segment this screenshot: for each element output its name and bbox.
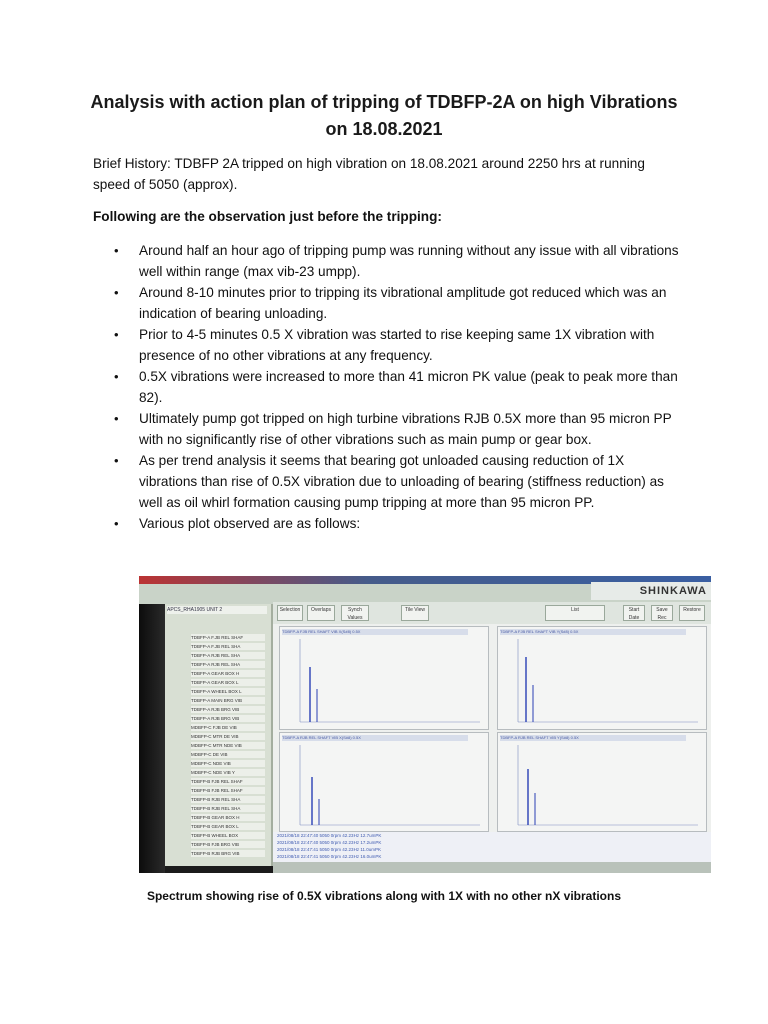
list-item-text: Various plot observed are as follows: <box>139 516 361 531</box>
list-item <box>93 240 683 282</box>
spectrum-plot <box>497 626 707 730</box>
tree-item: TDBFP-A RJB BRG VIB <box>191 706 265 713</box>
spectrum-plot <box>279 732 489 832</box>
tree-item: TDBFP-B RJB REL SHA <box>191 796 265 803</box>
tree-item: MDBFP-C FJB DE VIB <box>191 724 265 731</box>
readout-row: 2021/08/18 22:47:40 5050 0rpm 42.23Hz 17.2umPK <box>277 840 382 845</box>
tree-item: TDBFP-B GEAR BOX L <box>191 823 265 830</box>
tree-item: TDBFP-A GEAR BOX H <box>191 670 265 677</box>
tree-item: TDBFP-B FJB REL SHAF <box>191 787 265 794</box>
list-item <box>93 450 683 513</box>
desktop-left-edge <box>139 604 165 873</box>
spectrum-readout-table <box>273 832 711 862</box>
bullet-icon: • <box>114 411 119 426</box>
tree-item: TDBFP-B RJB BRG VIB <box>191 850 265 857</box>
list-item-text: 0.5X vibrations were increased to more than 41 micron PK value (peak to peak more than 82). <box>139 369 678 405</box>
status-bar <box>273 862 711 873</box>
toolbar-button: Tile View <box>401 605 429 621</box>
plot-title: TDBFP-A FJB REL SHAFT VIB Y(S#8) 0.5X <box>500 629 686 635</box>
readout-row: 2021/08/18 22:47:40 5050 0rpm 42.23Hz 12.7umPK <box>277 833 382 838</box>
brief-history-paragraph: Brief History: TDBFP 2A tripped on high vibration on 18.08.2021 around 2250 hrs at running speed of 5050 (approx). <box>93 156 645 192</box>
channel-tree <box>165 604 273 866</box>
document-title: Analysis with action plan of tripping of TDBFP-2A on high Vibrations on 18.08.2021 <box>90 92 678 139</box>
list-item <box>93 324 683 366</box>
toolbar-button: Overlaps <box>307 605 335 621</box>
list-item-text: Around 8-10 minutes prior to tripping its vibrational amplitude got reduced which was an indication of bearing unloading. <box>139 285 667 321</box>
tree-item: TDBFP-B GEAR BOX H <box>191 814 265 821</box>
tree-item: TDBFP-A MAIN BRG VIB <box>191 697 265 704</box>
tree-item: TDBFP-B WHEEL BOX <box>191 832 265 839</box>
spectrum-trace <box>498 733 706 831</box>
observation-list <box>93 240 683 534</box>
tree-item: MDBFP-C DE VIB <box>191 751 265 758</box>
list-item-text: Prior to 4-5 minutes 0.5 X vibration was started to rise keeping same 1X vibration with presence of no other vibrations at any frequency. <box>139 327 655 363</box>
tree-item: MDBFP-C NDE VIB <box>191 760 265 767</box>
tree-header: APCS_RHA1905 UNIT 2 <box>167 606 267 614</box>
tree-item: TDBFP-A GEAR BOX L <box>191 679 265 686</box>
spectrum-plot <box>497 732 707 832</box>
list-item-text: Around half an hour ago of tripping pump was running without any issue with all vibrations well within range (max vib-23 umpp). <box>139 243 679 279</box>
plot-title: TDBFP-A RJB REL SHAFT VIB X(S#8) 0.5X <box>282 735 468 741</box>
bullet-icon: • <box>114 453 119 468</box>
observation-heading: Following are the observation just before the tripping: <box>93 209 442 224</box>
list-item <box>93 366 683 408</box>
plot-toolbar <box>273 602 711 624</box>
list-item <box>93 513 683 534</box>
bullet-icon: • <box>114 516 119 531</box>
tree-item: TDBFP-A RJB REL SHA <box>191 661 265 668</box>
tree-item: TDBFP-B FJB REL SHAF <box>191 778 265 785</box>
brand-logo: SHINKAWA <box>591 582 711 600</box>
spectrum-trace <box>280 733 488 831</box>
tree-item: MDBFP-C NDE VIB Y <box>191 769 265 776</box>
spectrum-trace <box>280 627 488 729</box>
bullet-icon: • <box>114 285 119 300</box>
plot-title: TDBFP-A FJB REL SHAFT VIB X(S#8) 0.5X <box>282 629 468 635</box>
plot-title: TDBFP-A RJB REL SHAFT VIB Y(S#8) 0.5X <box>500 735 686 741</box>
tree-item: TDBFP-A RJB REL SHA <box>191 652 265 659</box>
toolbar-button: Start Date <box>623 605 645 621</box>
list-item-text: Ultimately pump got tripped on high turbine vibrations RJB 0.5X more than 95 micron PP with no significantly rise of other vibrations such as main pump or gear box. <box>139 411 672 447</box>
tree-item: TDBFP-A F.JB REL SHAF <box>191 634 265 641</box>
toolbar-button: Save Rec <box>651 605 673 621</box>
tree-item: TDBFP-A F.JB REL SHA <box>191 643 265 650</box>
list-item <box>93 408 683 450</box>
tree-item: TDBFP-A RJB BRG VIB <box>191 715 265 722</box>
readout-row: 2021/08/18 22:47:41 5050 0rpm 42.23Hz 11.0umPK <box>277 847 381 852</box>
bullet-icon: • <box>114 243 119 258</box>
toolbar-button: Restore <box>679 605 705 621</box>
tree-item: TDBFP-B RJB REL SHA <box>191 805 265 812</box>
spectrum-screenshot-photo <box>139 576 711 873</box>
toolbar-button: List <box>545 605 605 621</box>
toolbar-button: Synch Values <box>341 605 369 621</box>
toolbar-button: Selection <box>277 605 303 621</box>
spectrum-trace <box>498 627 706 729</box>
bullet-icon: • <box>114 327 119 342</box>
readout-row: 2021/08/18 22:47:41 5050 0rpm 42.23Hz 16.0umPK <box>277 854 382 859</box>
tree-item: TDBFP-B FJB BRG VIB <box>191 841 265 848</box>
tree-item: TDBFP-A WHEEL BOX L <box>191 688 265 695</box>
list-item-text: As per trend analysis it seems that bearing got unloaded causing reduction of 1X vibrations than rise of 0.5X vibration due to unloading of bearing (stiffness reduction) as well as oil whirl formation causing pump tripping at more than 95 micron PP. <box>139 453 664 510</box>
tree-item: MDBFP-C MTR DE VIB <box>191 733 265 740</box>
bullet-icon: • <box>114 369 119 384</box>
spectrum-plot <box>279 626 489 730</box>
tree-item: MDBFP-C MTR NDE VIB <box>191 742 265 749</box>
list-item <box>93 282 683 324</box>
figure-caption: Spectrum showing rise of 0.5X vibrations along with 1X with no other nX vibrations <box>146 889 622 903</box>
